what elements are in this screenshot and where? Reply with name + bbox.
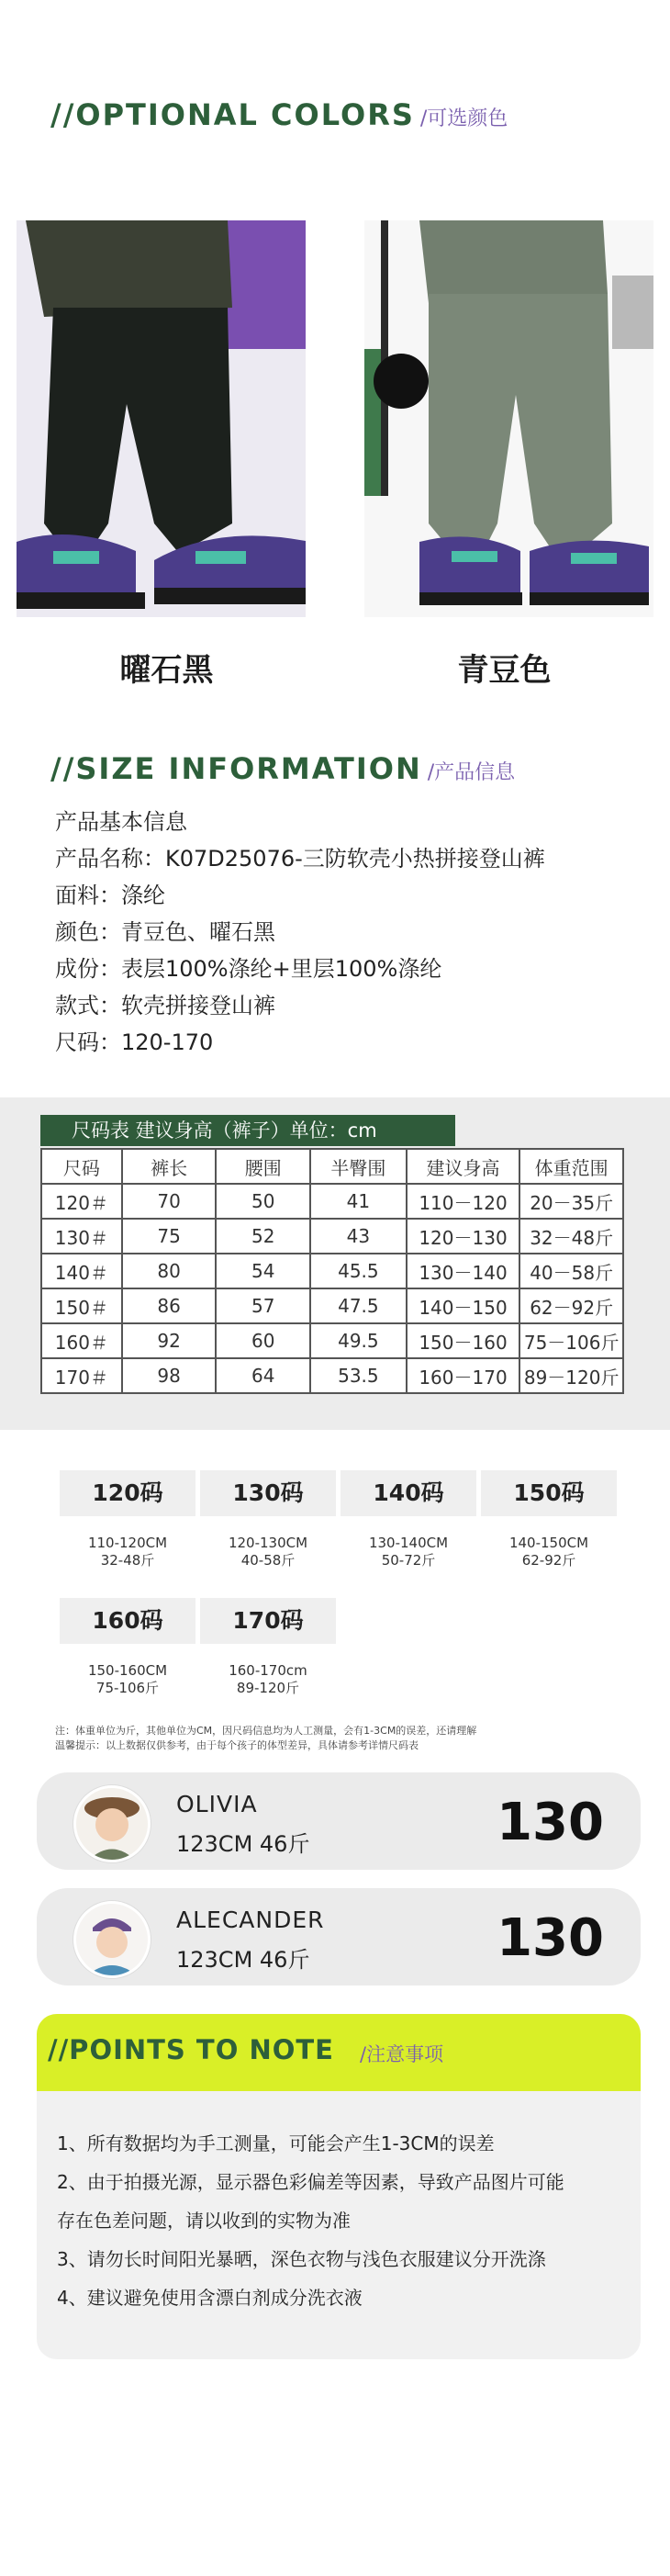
size-card-height: 130-140CM [368,1535,449,1551]
color-label-green: 青豆色 [457,652,552,689]
table-cell: 130－140 [407,1254,520,1288]
table-cell: 43 [310,1219,407,1254]
table-cell: 54 [216,1254,310,1288]
optional-colors-title [50,97,508,132]
info-line: 成份：表层100%涤纶+里层100%涤纶 [55,956,442,982]
info-line: 款式：软壳拼接登山裤 [55,993,275,1018]
size-card[interactable] [200,1470,336,1569]
table-cell: 20－35斤 [519,1184,623,1219]
color-label-black: 曜石黑 [119,652,214,689]
size-card-weight: 32-48斤 [100,1552,155,1569]
table-header: 体重范围 [519,1149,623,1184]
table-row [41,1184,623,1219]
table-cell: 140＃ [41,1254,122,1288]
size-card-weight: 40-58斤 [240,1552,296,1569]
size-card-weight: 50-72斤 [381,1552,436,1569]
section-title-zh: /产品信息 [427,761,516,784]
size-information-title [50,751,515,786]
section-title-zh: /可选颜色 [419,107,508,130]
avatar [73,1785,151,1862]
section-title-zh: /注意事项 [360,2043,444,2065]
table-header-row [41,1149,623,1184]
points-to-note-box [37,2014,641,2359]
size-card-label[interactable]: 140码 [341,1470,476,1516]
table-cell: 150－160 [407,1323,520,1358]
size-card-height: 140-150CM [508,1535,589,1551]
size-card-height: 110-120CM [87,1535,168,1551]
note-item: 3、请勿长时间阳光暴晒，深色衣物与浅色衣服建议分开洗涤 [57,2248,546,2270]
model-measure: 123CM 46斤 [176,1947,310,1973]
section-title-en: //OPTIONAL COLORS [50,97,415,132]
table-cell: 120＃ [41,1184,122,1219]
table-cell: 92 [122,1323,217,1358]
table-header: 尺码 [41,1149,122,1184]
table-row [41,1323,623,1358]
note-item: 1、所有数据均为手工测量，可能会产生1-3CM的误差 [57,2132,495,2154]
avatar [73,1901,151,1978]
note-line: 注：体重单位为斤，其他单位为CM，因尺码信息均为人工测量，会有1-3CM的误差，还请理解 [55,1725,477,1737]
model-card [37,1772,641,1870]
size-card-label[interactable]: 170码 [200,1598,336,1644]
size-card[interactable] [60,1598,195,1697]
table-cell: 150＃ [41,1288,122,1323]
table-header: 半臀围 [310,1149,407,1184]
table-cell: 62－92斤 [519,1288,623,1323]
model-name: OLIVIA [176,1791,258,1817]
black-pants-photo [17,220,306,617]
table-cell: 50 [216,1184,310,1219]
table-cell: 47.5 [310,1288,407,1323]
table-cell: 40－58斤 [519,1254,623,1288]
table-cell: 53.5 [310,1358,407,1393]
model-size: 130 [497,1908,604,1968]
table-cell: 57 [216,1288,310,1323]
size-card-height: 160-170cm [229,1662,307,1679]
table-cell: 98 [122,1358,217,1393]
table-cell: 70 [122,1184,217,1219]
info-line: 面料：涤纶 [55,883,165,908]
table-header: 裤长 [122,1149,217,1184]
notes-list [57,2124,564,2317]
model-name: ALECANDER [176,1907,325,1933]
note-item: 存在色差问题，请以收到的实物为准 [57,2210,351,2232]
section-title-en: //SIZE INFORMATION [50,751,422,786]
size-card[interactable] [341,1470,476,1569]
size-card-weight: 62-92斤 [521,1552,576,1569]
table-cell: 75－106斤 [519,1323,623,1358]
info-line: 颜色：青豆色、曜石黑 [55,919,275,945]
table-cell: 89－120斤 [519,1358,623,1393]
green-pants-photo [364,220,653,617]
table-cell: 75 [122,1219,217,1254]
size-card[interactable] [481,1470,617,1569]
size-card-label[interactable]: 150码 [481,1470,617,1516]
table-row [41,1288,623,1323]
table-cell: 60 [216,1323,310,1358]
product-info [55,804,545,1061]
model-size: 130 [497,1793,604,1852]
table-cell: 52 [216,1219,310,1254]
table-cell: 49.5 [310,1323,407,1358]
table-header: 建议身高 [407,1149,520,1184]
table-cell: 120－130 [407,1219,520,1254]
table-cell: 41 [310,1184,407,1219]
table-cell: 64 [216,1358,310,1393]
info-line: 产品名称：K07D25076-三防软壳小热拼接登山裤 [55,846,545,872]
note-item: 4、建议避免使用含漂白剂成分洗衣液 [57,2287,363,2309]
size-card-height: 120-130CM [228,1535,308,1551]
table-row [41,1219,623,1254]
table-cell: 86 [122,1288,217,1323]
table-cell: 45.5 [310,1254,407,1288]
table-header: 腰围 [216,1149,310,1184]
points-to-note-header [37,2014,641,2091]
size-table-caption: 尺码表 建议身高（裤子）单位：cm [40,1115,455,1146]
section-title-en: //POINTS TO NOTE [48,2034,334,2065]
note-item: 2、由于拍摄光源，显示器色彩偏差等因素，导致产品图片可能 [57,2171,564,2193]
table-row [41,1254,623,1288]
size-card-label[interactable]: 120码 [60,1470,195,1516]
info-line: 尺码：120-170 [55,1029,214,1055]
table-cell: 160－170 [407,1358,520,1393]
model-measure: 123CM 46斤 [176,1831,310,1857]
table-cell: 160＃ [41,1323,122,1358]
size-table [40,1148,624,1394]
table-cell: 110－120 [407,1184,520,1219]
size-card-weight: 89-120斤 [236,1680,300,1696]
table-row [41,1358,623,1393]
measurement-note [55,1724,476,1753]
size-card-label[interactable]: 130码 [200,1470,336,1516]
size-card-label[interactable]: 160码 [60,1598,195,1644]
size-card-height: 150-160CM [87,1662,168,1679]
size-card[interactable] [200,1598,336,1697]
size-card[interactable] [60,1470,195,1569]
table-cell: 170＃ [41,1358,122,1393]
table-cell: 32－48斤 [519,1219,623,1254]
note-line: 温馨提示：以上数据仅供参考，由于每个孩子的体型差异，具体请参考详情尺码表 [55,1739,419,1751]
table-cell: 140－150 [407,1288,520,1323]
table-cell: 130＃ [41,1219,122,1254]
info-line: 产品基本信息 [55,809,187,835]
size-card-weight: 75-106斤 [95,1680,160,1696]
table-cell: 80 [122,1254,217,1288]
model-card [37,1888,641,1985]
